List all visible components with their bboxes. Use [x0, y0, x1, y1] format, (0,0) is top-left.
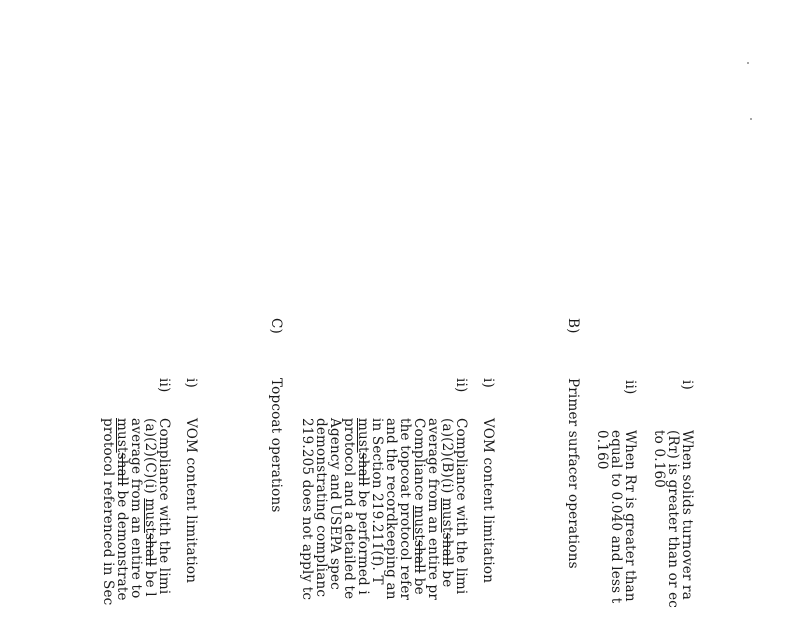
section-b-marker: [566, 318, 580, 334]
paragraph-ii-rt-range-text: [595, 430, 637, 603]
primer-ii-marker: [454, 378, 468, 393]
inserted-text: must: [411, 505, 427, 540]
section-title: Topcoat operations: [268, 378, 284, 513]
text-line: Compliance with the limi: [156, 418, 172, 595]
text-line: 219.205 does not apply tc: [299, 418, 315, 601]
struck-text: shall: [355, 452, 371, 486]
text-line: protocol and a detailed te: [341, 418, 357, 600]
text-line: (Rᴛ) is greater than or ec: [665, 430, 681, 609]
text-line: protocol referenced in Sec: [100, 418, 116, 606]
section-c-marker: [269, 318, 283, 334]
text-line: 0.160: [594, 430, 610, 470]
item-marker: i): [183, 378, 199, 388]
text-line: mustshall be demonstrate: [114, 418, 130, 601]
inserted-text: must: [439, 497, 455, 533]
text-line: (a)(2)(C)(i) mustshall be l: [142, 418, 158, 597]
item-marker: i): [480, 378, 496, 388]
text-line: equal to 0.040 and less t: [608, 430, 624, 604]
primer-i-marker: [481, 378, 495, 388]
text-line: VOM content limitation: [480, 418, 496, 584]
text-line: average from an entire to: [128, 418, 144, 599]
scan-speck: [750, 118, 752, 120]
paragraph-i-solids-turnover-text: [652, 430, 694, 608]
topcoat-i-marker: [184, 378, 198, 388]
text-line: When Rᴛ is greater than: [622, 430, 638, 602]
text-line: average from an entire pr: [425, 418, 441, 601]
text-line: to 0.160: [651, 430, 667, 489]
section-marker: C): [268, 318, 284, 334]
struck-text: shall: [114, 452, 130, 486]
text-line: Compliance with the limi: [453, 418, 469, 595]
section-title: Primer surfacer operations: [565, 378, 581, 569]
text-line: the topcoat protocol refer: [397, 418, 413, 601]
topcoat-ii-marker: [157, 378, 171, 393]
item-marker: ii): [453, 378, 469, 393]
text-line: demonstrating complianc: [313, 418, 329, 598]
item-marker: ii): [156, 378, 172, 393]
text-line: mustshall be performed i: [355, 418, 371, 595]
scan-speck: [747, 62, 749, 64]
text-line: (a)(2)(B)(i) mustshall be: [439, 418, 455, 588]
primer-i-text: [481, 418, 495, 583]
text-line: and the recordkeeping an: [383, 418, 399, 600]
section-b-title: [566, 378, 580, 569]
text-line: in Section 219.211(f). T: [369, 418, 385, 585]
item-marker: ii): [622, 380, 638, 395]
inserted-text: must: [114, 418, 130, 453]
section-c-title: [269, 378, 283, 513]
item-marker: i): [679, 380, 695, 390]
text-line: Compliance mustshall be: [411, 418, 427, 595]
section-marker: B): [565, 318, 581, 334]
primer-ii-paragraph: [300, 418, 468, 600]
paragraph-i-solids-turnover: [680, 380, 694, 390]
inserted-text: must: [142, 498, 158, 533]
text-line: Agency and USEPA spec: [327, 418, 343, 590]
inserted-text: must: [355, 418, 371, 453]
text-line: VOM content limitation: [183, 418, 199, 584]
topcoat-ii-paragraph: [101, 418, 171, 605]
text-line: When solids turnover ra: [679, 430, 695, 600]
topcoat-i-text: [184, 418, 198, 583]
struck-text: shall: [439, 532, 455, 566]
paragraph-ii-rt-range: [623, 380, 637, 395]
struck-text: shall: [411, 539, 427, 574]
struck-text: shall: [142, 532, 158, 567]
